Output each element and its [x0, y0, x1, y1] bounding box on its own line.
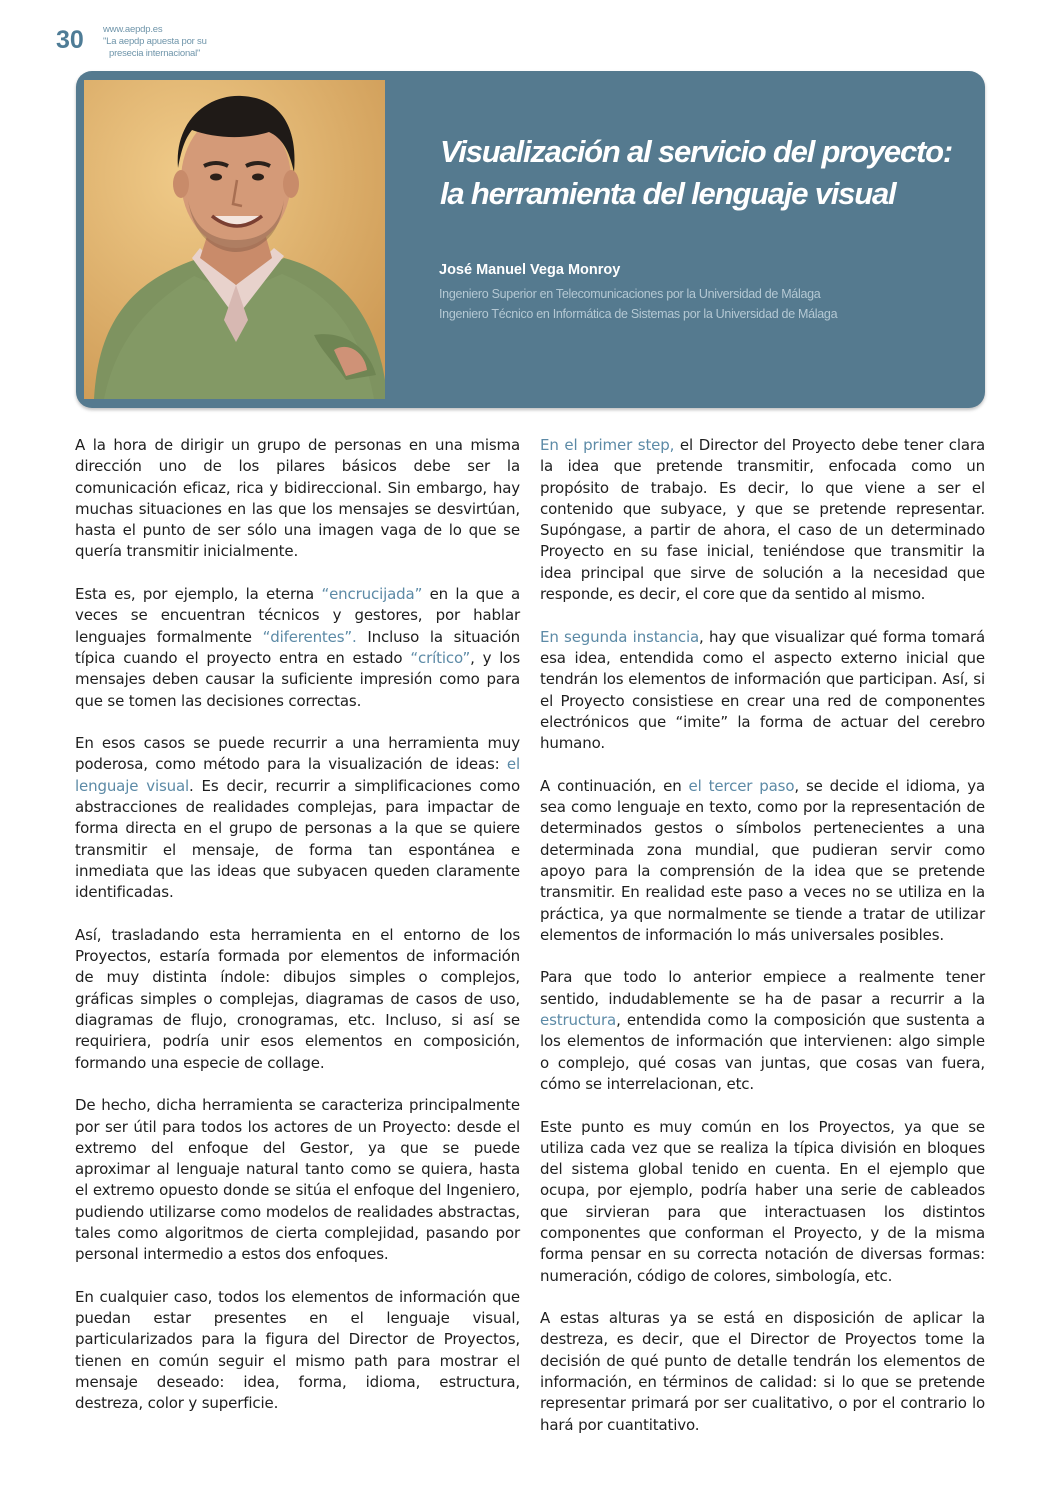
paragraph: [540, 435, 985, 605]
text-run: Así, trasladando esta herramienta en el entorno de los Proyectos, estaría formada por elementos de información de muy distinta índole: dibujos simples o complejos, gráficas simples o complejas, diagramas de casos de uso, diagramas de flujo, cronogramas, etc. Incluso, si así se requiriera, podría unir esos elementos en composición, formando una especie de collage.: [75, 925, 520, 1072]
text-run: , entendida como la composición que sustenta a los elementos de información que intervienen: algo simple o complejo, qué cosas van juntas, que cosas van fuera, cómo se interrelacionan, etc.: [540, 1011, 985, 1093]
text-run: en la que a veces se encuentran técnicos y gestores, por hablar lenguajes formalmente: [75, 585, 520, 646]
text-run: el Director del Proyecto debe tener clara la idea que pretende transmitir, enfocada como un propósito de trabajo. Es decir, lo que viene a ser el contenido que subyace, y que se pretende representar. Supóngase, a partir de ahora, el caso de un determinado Proyecto en su fase inicial, teniéndose que transmitir la idea principal que sirve de solución a la necesidad que responde, es decir, el core que da sentido al mismo.: [540, 436, 985, 604]
text-run: , se decide el idioma, ya sea como lenguaje en texto, como por la representación de determinados gestos o símbolos pertenecientes a una determinada zona mundial, que pudieran servir como apoyo para la comprensión de la idea que se pretende transmitir. En realidad este paso a veces no se utiliza en la práctica, ya que normalmente se tiende a tratar de utilizar elementos de información lo más universales posibles.: [540, 776, 985, 944]
paragraph: [540, 776, 985, 946]
highlighted-term: En el primer step,: [540, 436, 675, 454]
text-run: En esos casos se puede recurrir a una herramienta muy poderosa, como método para la visualización de ideas:: [75, 734, 520, 774]
tagline-line-1: "La aepdp apuesta por su: [103, 36, 207, 47]
tagline-line-2: presecia internacional": [109, 48, 201, 59]
highlighted-term: “encrucijada”: [321, 585, 423, 604]
text-run: En cualquier caso, todos los elementos de información que puedan estar presentes en el lenguaje visual, particularizados para la figura del Director de Proyectos, tienen en común seguir el mismo path para mostrar el mensaje deseado: idea, forma, idioma, estructura, destreza, color y superficie.: [75, 1287, 520, 1413]
right-text-column: [540, 435, 985, 1457]
text-run: Para que todo lo anterior empiece a realmente tener sentido, indudablemente se ha de pasar a recurrir a la: [540, 968, 985, 1008]
paragraph: [75, 584, 520, 712]
paragraph: [75, 733, 520, 903]
highlighted-term: estructura: [540, 1011, 617, 1030]
text-run: , y los mensajes deben causar la suficiente impresión como para que se tomen las decisiones correctas.: [75, 648, 521, 710]
highlighted-term: el tercer paso: [688, 776, 795, 795]
text-run: Incluso la situación típica cuando el proyecto entra en estado: [75, 627, 520, 667]
author-name: José Manuel Vega Monroy: [439, 262, 621, 278]
text-run: Este punto es muy común en los Proyectos, ya que se utiliza cada vez que se realiza la típica división en bloques del sistema global tenido en cuenta. En el ejemplo que ocupa, por ejemplo, podría haber una serie de cableados que sirvieran para que interactuasen los distintos componentes que conforman el Proyecto, y de la misma forma pensar en su correcta notación de diversas formas: numeración, código de colores, simbología, etc.: [540, 1117, 985, 1285]
text-run: , hay que visualizar qué forma tomará esa idea, entendida como el aspecto externo inicial que tendrán los elementos de información que participan. Así, si el Proyecto consistiese en crear una red de componentes electrónicos que “imite” la forma de actuar del cerebro humano.: [540, 627, 985, 753]
author-credentials: [439, 284, 837, 324]
author-portrait-illustration: [84, 80, 385, 399]
article-banner: [76, 71, 985, 408]
website-link[interactable]: www.aepdp.es: [103, 24, 163, 35]
paragraph: [540, 1308, 985, 1436]
credential-1: Ingeniero Superior en Telecomunicaciones por la Universidad de Málaga: [439, 287, 821, 301]
paragraph: [75, 925, 520, 1074]
text-run: A estas alturas ya se está en disposición de aplicar la destreza, es decir, que el Director de Proyectos tome la decisión de qué punto de detalle tendrán los elementos de información, en términos de calidad: si lo que se pretende representar primará por ser cualitativo, o por el contrario lo hará por cuantitativo.: [540, 1309, 985, 1434]
text-run: De hecho, dicha herramienta se caracteriza principalmente por ser útil para todos los actores de un Proyecto: desde el extremo del enfoque del Gestor, ya que se puede aproximar al lenguaje natural tanto como se quiera, hasta el extremo opuesto donde se sitúa el enfoque del Ingeniero, pudiendo utilizarse como modelos de realidades abstractas, tales como algoritmos de cierta complejidad, pasando por personal intermedio a estos dos enfoques.: [75, 1096, 520, 1264]
highlighted-term: el lenguaje visual: [75, 755, 520, 795]
article-title: [440, 131, 970, 215]
highlighted-term: “diferentes”.: [262, 627, 357, 646]
text-run: A continuación, en: [540, 776, 689, 795]
paragraph: [540, 627, 985, 755]
paragraph: [75, 435, 520, 563]
paragraph: [75, 1095, 520, 1265]
highlighted-term: En segunda instancia: [540, 627, 700, 646]
text-run: A la hora de dirigir un grupo de personas en una misma dirección uno de los pilares básicos debe ser la comunicación eficaz, rica y bidireccional. Sin embargo, hay muchas situaciones en las que los mensajes se desvirtúan, hasta el punto de ser sólo una imagen vaga de lo que se quería transmitir inicialmente.: [75, 436, 520, 561]
author-photo: [84, 80, 385, 399]
text-run: Esta es, por ejemplo, la eterna: [75, 585, 322, 604]
paragraph: [540, 967, 985, 1095]
page-number: 30: [56, 26, 84, 54]
left-text-column: [75, 435, 520, 1436]
credential-2: Ingeniero Técnico en Informática de Sistemas por la Universidad de Málaga: [439, 307, 838, 321]
text-run: . Es decir, recurrir a simplificaciones como abstracciones de realidades complejas, para impactar de forma directa en el grupo de personas a la que se quiere transmitir el mensaje, de forma tan espontánea e inmediata que las ideas que subyacen queden claramente identificadas.: [75, 776, 520, 902]
title-line-1: Visualización al servicio del proyecto:: [440, 134, 952, 169]
header-note: [103, 24, 207, 60]
paragraph: [75, 1287, 520, 1415]
paragraph: [540, 1117, 985, 1287]
title-line-2: la herramienta del lenguaje visual: [440, 176, 896, 211]
highlighted-term: “crítico”: [410, 648, 471, 667]
